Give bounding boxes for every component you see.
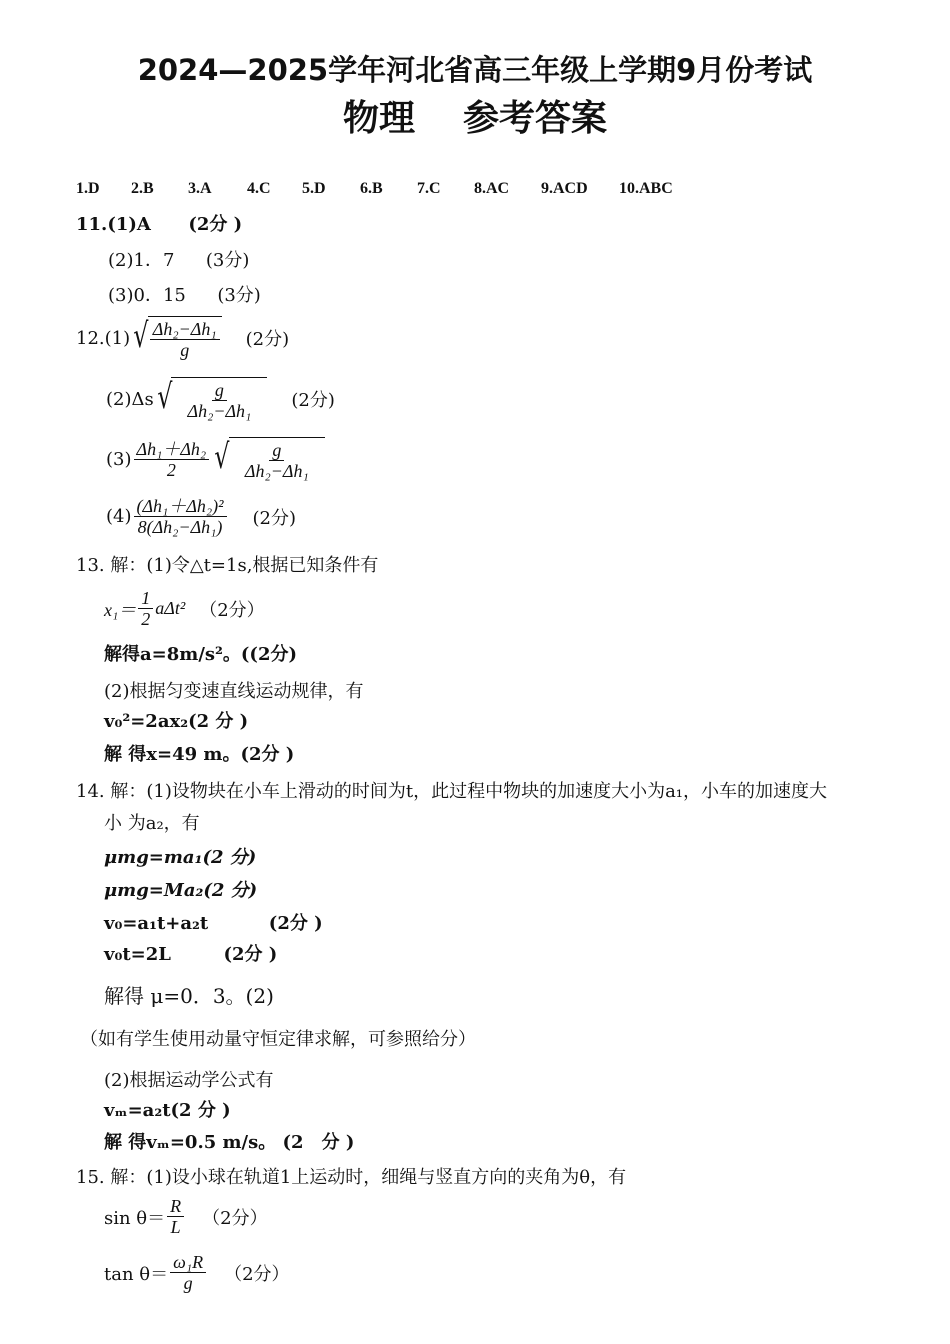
q11-part1: 11.(1)A [76, 214, 151, 235]
q12-part1-score: (2分) [245, 329, 290, 350]
q12-part2-score: (2分) [291, 390, 335, 411]
q15-tan: tan θ＝ [104, 1263, 169, 1285]
q13-line-5: v₀²=2ax₂(2 分 ) [104, 711, 249, 732]
q12-p3-sum: Δh₁＋Δh₂ [134, 439, 210, 460]
q12-p4-denominator: 8(Δh₂−Δh₁) [137, 517, 223, 537]
sqrt-symbol: √ $\frac{g}{\text{Δh₂−Δh₁}}$ [154, 377, 268, 421]
q12-part4-score: (2分) [252, 507, 297, 529]
q12-p3-denominator: Δh₂−Δh₁ [244, 461, 309, 481]
q15-tan-den: g [183, 1273, 193, 1293]
q11-part3-score: (3分) [217, 285, 261, 306]
q14-line-6-eq: v₀t=2L [104, 944, 171, 965]
exam-title: 2024—2025学年河北省高三年级上学期9月份考试 [137, 53, 813, 87]
q11-part2: (2)1．7 [108, 250, 175, 271]
choice-answer-4: 4.C [247, 180, 271, 197]
q15-sin-den: L [170, 1217, 181, 1237]
q12-part3 [106, 437, 325, 481]
q14-line-5-eq: v₀=a₁t+a₂t [104, 913, 209, 934]
choice-answer-3: 3.A [188, 180, 212, 197]
q14-line-7: 解得 μ=0．3。(2) [104, 984, 274, 1008]
q13-line-6: 解 得x=49 m。(2分 ) [104, 744, 295, 765]
q11-line-1 [76, 210, 242, 236]
q12-p4-numerator: (Δh₁＋Δh₂)² [134, 496, 227, 517]
q14-line-1: 14. 解：(1)设物块在小车上滑动的时间为t，此过程中物块的加速度大小为a₁，小车的加速度大 [76, 781, 828, 802]
q14-note: （如有学生使用动量守恒定律求解，可参照给分） [80, 1029, 476, 1050]
answer-subtitle [0, 90, 950, 141]
choice-answer-6: 6.B [360, 180, 383, 197]
q14-line-6 [104, 940, 277, 966]
q13-a-dt: aΔt² [155, 598, 186, 618]
q11-line-3 [108, 281, 261, 307]
q15-sin-num: R [167, 1196, 184, 1217]
q13-line-2 [104, 588, 265, 629]
q12-p1-denominator: g [180, 340, 190, 360]
q13-line-2-score: （2分） [199, 599, 265, 621]
q11-line-2 [108, 246, 249, 272]
q15-line-2 [104, 1196, 268, 1237]
q15-line-3 [104, 1252, 290, 1293]
q14-line-3: μmg=ma₁(2 分) [104, 847, 257, 868]
q11-part1-score: (2分 ) [188, 214, 243, 235]
q12-part2-label: (2)Δs [106, 388, 154, 410]
q12-part3-label: (3) [106, 448, 132, 470]
q11-part3: (3)0．15 [108, 285, 186, 306]
q13-line-1: 13. 解：(1)令△t=1s,根据已知条件有 [76, 555, 379, 576]
choice-answer-9: 9.ACD [541, 180, 588, 197]
q14-line-9: (2)根据运动学公式有 [104, 1070, 274, 1091]
choice-answer-2: 2.B [131, 180, 154, 197]
q15-tan-num: ω₁R [170, 1252, 206, 1273]
q12-p3-numerator: g [269, 440, 284, 461]
choice-answer-10: 10.ABC [619, 180, 673, 197]
sqrt-symbol: √ $\frac{g}{\text{Δh₂−Δh₁}}$ [211, 437, 325, 481]
q14-line-2: 小 为a₂，有 [104, 813, 200, 834]
choice-answer-7: 7.C [417, 180, 441, 197]
subject-label: 物理 [342, 98, 415, 139]
q12-p1-numerator: Δh₂−Δh₁ [150, 319, 220, 340]
q15-line-3-score: （2分） [224, 1263, 290, 1285]
q12-part4 [106, 496, 296, 537]
choice-answer-5: 5.D [302, 180, 326, 197]
q13-half-den: 2 [141, 609, 151, 629]
q14-line-5 [104, 909, 323, 935]
q12-part1 [76, 316, 289, 360]
q13-half-num: 1 [138, 588, 153, 609]
q12-p2-numerator: g [212, 380, 227, 401]
q12-part4-label: (4) [106, 506, 132, 527]
q15-line-2-score: （2分） [202, 1207, 268, 1229]
q14-line-10: vₘ=a₂t(2 分 ) [104, 1100, 231, 1121]
q13-line-4: (2)根据匀变速直线运动规律，有 [104, 681, 364, 702]
q14-line-4: μmg=Ma₂(2 分) [104, 880, 258, 901]
q13-line-3: 解得a=8m/s²。((2分) [104, 644, 297, 665]
q12-part1-label: 12.(1) [76, 327, 131, 349]
choice-answer-8: 8.AC [474, 180, 510, 197]
choice-answer-1: 1.D [76, 180, 100, 197]
q14-line-5-score: (2分 ) [268, 913, 323, 934]
q13-x1: x₁＝ [104, 599, 137, 620]
q14-line-6-score: (2分 ) [223, 944, 278, 965]
q15-sin: sin θ＝ [104, 1207, 166, 1229]
q14-line-11: 解 得vₘ=0.5 m/s。 (2 分 ) [104, 1132, 355, 1153]
q12-p2-denominator: Δh₂−Δh₁ [187, 401, 252, 421]
answer-key-label: 参考答案 [463, 98, 608, 139]
q11-part2-score: (3分) [205, 250, 250, 271]
q15-line-1: 15. 解：(1)设小球在轨道1上运动时，细绳与竖直方向的夹角为θ，有 [76, 1167, 627, 1188]
q12-part2 [106, 377, 335, 421]
q12-p3-two: 2 [166, 459, 176, 480]
sqrt-symbol: √ $\frac{\text{Δh₂−Δh₁}}{g}$ [130, 316, 221, 360]
